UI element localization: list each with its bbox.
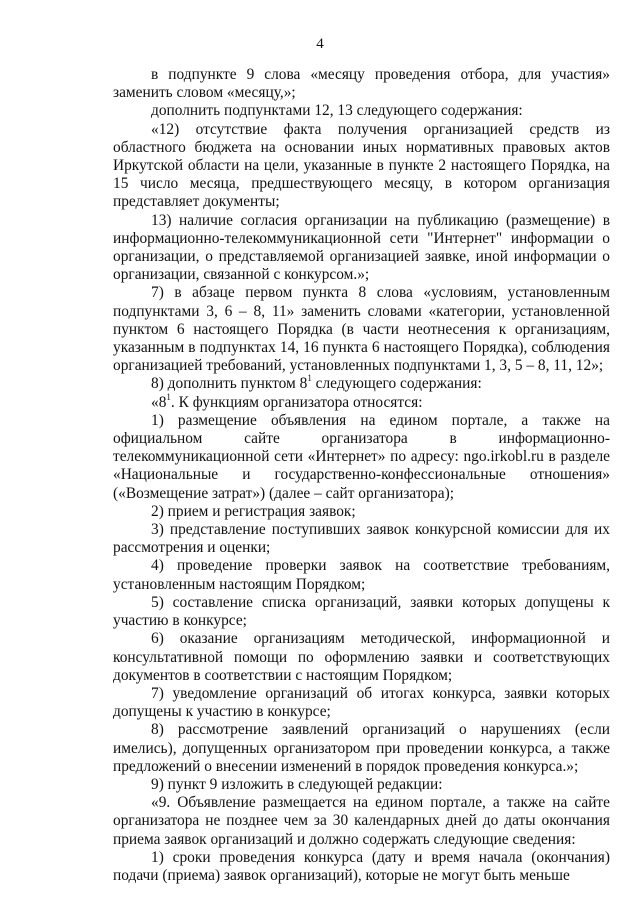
paragraph: 8) рассмотрение заявлений организаций о нарушениях (если имелись), допущенных организатором при проведении конкурса, а также предложений о внесении изменений в порядок проведения конкурса.»; bbox=[113, 721, 610, 775]
paragraph: 7) уведомление организаций об итогах конкурса, заявки которых допущены к участию в конкурсе; bbox=[113, 684, 610, 721]
paragraph bbox=[113, 391, 610, 412]
page-number: 4 bbox=[316, 36, 324, 52]
paragraph: 9) пункт 9 изложить в следующей редакции: bbox=[151, 775, 443, 793]
paragraph: 4) проведение проверки заявок на соответствие требованиям, установленным настоящим Порядком; bbox=[113, 557, 610, 593]
text-span: . К функциям организатора относятся: bbox=[170, 393, 423, 411]
superscript: 1 bbox=[166, 391, 171, 402]
paragraph: 2) прием и регистрация заявок; bbox=[151, 502, 356, 520]
superscript: 1 bbox=[307, 373, 312, 384]
paragraph: 3) представление поступивших заявок конкурсной комиссии для их рассмотрения и оценки; bbox=[113, 521, 610, 557]
paragraph: 13) наличие согласия организации на публикацию (размещение) в информационно-телекоммуникационной сети "Интернет" информации о организации, о представляемой организацией заявке, иной информации о организации, связанной с конкурсом.»; bbox=[113, 211, 610, 284]
paragraph: 5) составление списка организаций, заявки которых допущены к участию в конкурсе; bbox=[113, 593, 610, 630]
document-body bbox=[113, 66, 610, 885]
paragraph: в подпункте 9 слова «месяцу проведения отбора, для участия» заменить словом «месяцу,»; bbox=[113, 66, 610, 102]
paragraph bbox=[113, 375, 610, 393]
text-span: следующего содержания: bbox=[311, 375, 482, 393]
paragraph: 7) в абзаце первом пункта 8 слова «условиям, установленным подпунктами 3, 6 – 8, 11» заменить словами «категории, установленной пунктом 6 настоящего Порядка (в части неотнесения к организациям, указанным в подпунктах 14, 16 пункта 6 настоящего Порядка), соблюдения организацией требований, установленных подпунктами 1, 3, 5 – 8, 11, 12»; bbox=[113, 284, 610, 375]
text-span: «8 bbox=[151, 393, 167, 411]
paragraph: дополнить подпунктами 12, 13 следующего содержания: bbox=[151, 102, 523, 120]
paragraph: «12) отсутствие факта получения организацией средств из областного бюджета на основании иных нормативных правовых актов Иркутской области на цели, указанные в пункте 2 настоящего Порядка, на 15 число месяца, предшествующего месяцу, в котором организация представляет документы; bbox=[113, 120, 610, 211]
paragraph: 6) оказание организациям методической, информационной и консультативной помощи по оформлению заявки и соответствующих документов в соответствии с настоящим Порядком; bbox=[113, 630, 610, 684]
paragraph: 1) размещение объявления на едином портале, а также на официальном сайте организатора в информационно-телекоммуникационной сети «Интернет» по адресу: ngo.irkobl.ru в разделе «Национальные и государственно-конфессиональные отношения» («Возмещение затрат») (далее – сайт организатора); bbox=[113, 411, 610, 502]
paragraph: «9. Объявление размещается на едином портале, а также на сайте организатора не позднее чем за 30 календарных дней до даты окончания приема заявок организаций и должно содержать следующие сведения: bbox=[113, 794, 610, 848]
text-span: 8) дополнить пунктом 8 bbox=[151, 375, 308, 393]
paragraph: 1) сроки проведения конкурса (дату и время начала (окончания) подачи (приема) заявок организаций), которые не могут быть меньше bbox=[113, 848, 610, 884]
